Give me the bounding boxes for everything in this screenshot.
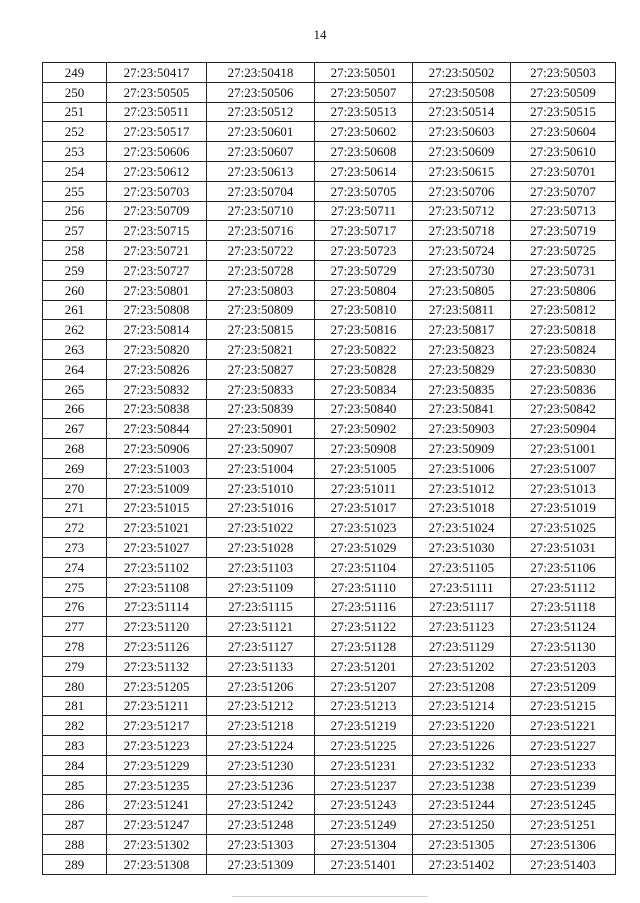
cadastral-number-cell: 27:23:51005 [315,458,413,478]
cadastral-number-cell: 27:23:50809 [207,300,315,320]
cadastral-number-cell: 27:23:51102 [107,557,207,577]
row-number-cell: 282 [43,716,107,736]
cadastral-number-cell: 27:23:50833 [207,379,315,399]
cadastral-number-cell: 27:23:50614 [315,161,413,181]
cadastral-number-cell: 27:23:51106 [511,557,616,577]
table-row [43,221,616,241]
cadastral-number-cell: 27:23:50727 [107,260,207,280]
cadastral-number-cell: 27:23:51006 [413,458,511,478]
cadastral-number-cell: 27:23:51120 [107,617,207,637]
cadastral-number-cell: 27:23:51018 [413,498,511,518]
row-number-cell: 250 [43,82,107,102]
cadastral-number-cell: 27:23:50815 [207,320,315,340]
cadastral-number-cell: 27:23:50707 [511,181,616,201]
row-number-cell: 273 [43,538,107,558]
cadastral-number-cell: 27:23:50706 [413,181,511,201]
cadastral-number-cell: 27:23:51211 [107,696,207,716]
cadastral-number-cell: 27:23:51114 [107,597,207,617]
table-row [43,478,616,498]
table-row [43,656,616,676]
cadastral-number-cell: 27:23:50820 [107,340,207,360]
cadastral-number-cell: 27:23:50712 [413,201,511,221]
cadastral-number-cell: 27:23:50715 [107,221,207,241]
cadastral-number-cell: 27:23:51019 [511,498,616,518]
cadastral-number-cell: 27:23:50829 [413,359,511,379]
cadastral-number-cell: 27:23:50716 [207,221,315,241]
row-number-cell: 287 [43,815,107,835]
cadastral-number-cell: 27:23:51103 [207,557,315,577]
row-number-cell: 268 [43,439,107,459]
row-number-cell: 266 [43,399,107,419]
row-number-cell: 276 [43,597,107,617]
cadastral-number-cell: 27:23:51219 [315,716,413,736]
cadastral-number-cell: 27:23:51203 [511,656,616,676]
cadastral-number-cell: 27:23:51236 [207,775,315,795]
table-row [43,696,616,716]
cadastral-number-cell: 27:23:50816 [315,320,413,340]
cadastral-number-cell: 27:23:50907 [207,439,315,459]
cadastral-number-cell: 27:23:50804 [315,280,413,300]
row-number-cell: 280 [43,676,107,696]
cadastral-number-cell: 27:23:51117 [413,597,511,617]
cadastral-number-cell: 27:23:51305 [413,835,511,855]
cadastral-number-cell: 27:23:50417 [107,63,207,83]
cadastral-number-cell: 27:23:51242 [207,795,315,815]
cadastral-number-cell: 27:23:51212 [207,696,315,716]
cadastral-number-cell: 27:23:51304 [315,835,413,855]
cadastral-number-cell: 27:23:51122 [315,617,413,637]
row-number-cell: 288 [43,835,107,855]
row-number-cell: 264 [43,359,107,379]
row-number-cell: 265 [43,379,107,399]
cadastral-number-cell: 27:23:51248 [207,815,315,835]
cadastral-number-cell: 27:23:50729 [315,260,413,280]
row-number-cell: 249 [43,63,107,83]
cadastral-number-cell: 27:23:50722 [207,241,315,261]
row-number-cell: 258 [43,241,107,261]
cadastral-number-cell: 27:23:50609 [413,142,511,162]
cadastral-number-cell: 27:23:50814 [107,320,207,340]
cadastral-number-cell: 27:23:50817 [413,320,511,340]
table-row [43,835,616,855]
cadastral-number-cell: 27:23:51129 [413,637,511,657]
cadastral-number-cell: 27:23:50502 [413,63,511,83]
table-row [43,201,616,221]
cadastral-number-cell: 27:23:51205 [107,676,207,696]
cadastral-number-cell: 27:23:50832 [107,379,207,399]
row-number-cell: 259 [43,260,107,280]
cadastral-number-cell: 27:23:50505 [107,82,207,102]
table-row [43,498,616,518]
cadastral-number-cell: 27:23:51012 [413,478,511,498]
cadastral-number-cell: 27:23:51209 [511,676,616,696]
cadastral-number-cell: 27:23:51126 [107,637,207,657]
row-number-cell: 283 [43,736,107,756]
cadastral-number-cell: 27:23:51105 [413,557,511,577]
cadastral-number-cell: 27:23:50723 [315,241,413,261]
table-row [43,716,616,736]
cadastral-number-cell: 27:23:50606 [107,142,207,162]
cadastral-number-cell: 27:23:50717 [315,221,413,241]
table-row [43,181,616,201]
cadastral-number-cell: 27:23:51250 [413,815,511,835]
cadastral-number-cell: 27:23:51302 [107,835,207,855]
cadastral-number-cell: 27:23:51251 [511,815,616,835]
cadastral-number-cell: 27:23:50724 [413,241,511,261]
cadastral-number-cell: 27:23:50903 [413,419,511,439]
cadastral-number-cell: 27:23:50710 [207,201,315,221]
cadastral-number-cell: 27:23:50904 [511,419,616,439]
cadastral-number-cell: 27:23:51022 [207,518,315,538]
table-row [43,617,616,637]
row-number-cell: 267 [43,419,107,439]
cadastral-number-cell: 27:23:51123 [413,617,511,637]
row-number-cell: 254 [43,161,107,181]
cadastral-number-cell: 27:23:51214 [413,696,511,716]
row-number-cell: 261 [43,300,107,320]
row-number-cell: 279 [43,656,107,676]
table-row [43,142,616,162]
cadastral-number-cell: 27:23:50806 [511,280,616,300]
cadastral-number-cell: 27:23:51110 [315,577,413,597]
table-row [43,419,616,439]
cadastral-number-cell: 27:23:51013 [511,478,616,498]
cadastral-number-cell: 27:23:51308 [107,854,207,874]
cadastral-number-cell: 27:23:51241 [107,795,207,815]
cadastral-number-cell: 27:23:51229 [107,755,207,775]
cadastral-number-cell: 27:23:50908 [315,439,413,459]
table-row [43,637,616,657]
cadastral-number-cell: 27:23:50507 [315,82,413,102]
cadastral-number-cell: 27:23:51009 [107,478,207,498]
table-row [43,122,616,142]
row-number-cell: 255 [43,181,107,201]
cadastral-number-cell: 27:23:51124 [511,617,616,637]
cadastral-number-cell: 27:23:51118 [511,597,616,617]
cadastral-number-cell: 27:23:51133 [207,656,315,676]
cadastral-number-cell: 27:23:51402 [413,854,511,874]
table-row [43,538,616,558]
cadastral-number-cell: 27:23:51237 [315,775,413,795]
cadastral-number-cell: 27:23:51401 [315,854,413,874]
cadastral-number-cell: 27:23:50835 [413,379,511,399]
row-number-cell: 271 [43,498,107,518]
table-row [43,300,616,320]
cadastral-number-cell: 27:23:51230 [207,755,315,775]
table-row [43,597,616,617]
cadastral-number-cell: 27:23:50827 [207,359,315,379]
row-number-cell: 257 [43,221,107,241]
cadastral-number-cell: 27:23:50608 [315,142,413,162]
cadastral-number-cell: 27:23:50511 [107,102,207,122]
cadastral-number-cell: 27:23:50840 [315,399,413,419]
cadastral-number-cell: 27:23:50728 [207,260,315,280]
row-number-cell: 285 [43,775,107,795]
cadastral-number-cell: 27:23:50812 [511,300,616,320]
cadastral-number-cell: 27:23:51003 [107,458,207,478]
cadastral-number-cell: 27:23:51224 [207,736,315,756]
cadastral-number-cell: 27:23:50701 [511,161,616,181]
cadastral-number-cell: 27:23:51030 [413,538,511,558]
cadastral-number-cell: 27:23:50818 [511,320,616,340]
cadastral-number-cell: 27:23:50713 [511,201,616,221]
cadastral-number-cell: 27:23:51028 [207,538,315,558]
cadastral-number-cell: 27:23:50704 [207,181,315,201]
cadastral-number-cell: 27:23:51220 [413,716,511,736]
table-row [43,518,616,538]
row-number-cell: 263 [43,340,107,360]
cadastral-number-cell: 27:23:50705 [315,181,413,201]
table-row [43,63,616,83]
cadastral-number-cell: 27:23:51231 [315,755,413,775]
cadastral-number-cell: 27:23:50902 [315,419,413,439]
table-row [43,241,616,261]
cadastral-number-cell: 27:23:50503 [511,63,616,83]
cadastral-number-cell: 27:23:51115 [207,597,315,617]
table-row [43,161,616,181]
cadastral-number-cell: 27:23:51309 [207,854,315,874]
cadastral-number-cell: 27:23:50610 [511,142,616,162]
table-body [43,63,616,875]
row-number-cell: 289 [43,854,107,874]
cadastral-number-cell: 27:23:51111 [413,577,511,597]
cadastral-number-cell: 27:23:51225 [315,736,413,756]
cadastral-number-cell: 27:23:50841 [413,399,511,419]
cadastral-number-cell: 27:23:51243 [315,795,413,815]
row-number-cell: 278 [43,637,107,657]
table-row [43,775,616,795]
cadastral-number-cell: 27:23:50517 [107,122,207,142]
cadastral-number-cell: 27:23:51011 [315,478,413,498]
table-row [43,795,616,815]
cadastral-number-cell: 27:23:51024 [413,518,511,538]
cadastral-number-cell: 27:23:51303 [207,835,315,855]
row-number-cell: 260 [43,280,107,300]
cadastral-number-cell: 27:23:51244 [413,795,511,815]
cadastral-number-cell: 27:23:50719 [511,221,616,241]
cadastral-number-cell: 27:23:51112 [511,577,616,597]
cadastral-number-cell: 27:23:51238 [413,775,511,795]
cadastral-number-cell: 27:23:50909 [413,439,511,459]
table-row [43,340,616,360]
cadastral-number-cell: 27:23:51215 [511,696,616,716]
cadastral-number-cell: 27:23:51249 [315,815,413,835]
cadastral-number-cell: 27:23:51227 [511,736,616,756]
cadastral-number-cell: 27:23:51017 [315,498,413,518]
cadastral-number-cell: 27:23:50709 [107,201,207,221]
row-number-cell: 275 [43,577,107,597]
cadastral-number-cell: 27:23:51232 [413,755,511,775]
table-row [43,458,616,478]
cadastral-number-cell: 27:23:50501 [315,63,413,83]
cadastral-number-cell: 27:23:50602 [315,122,413,142]
cadastral-number-cell: 27:23:50725 [511,241,616,261]
cadastral-number-cell: 27:23:51208 [413,676,511,696]
cadastral-number-cell: 27:23:51221 [511,716,616,736]
cadastral-number-cell: 27:23:50607 [207,142,315,162]
cadastral-number-cell: 27:23:51132 [107,656,207,676]
cadastral-number-cell: 27:23:50731 [511,260,616,280]
table-row [43,676,616,696]
table-row [43,399,616,419]
row-number-cell: 253 [43,142,107,162]
row-number-cell: 281 [43,696,107,716]
table-row [43,102,616,122]
cadastral-number-cell: 27:23:51239 [511,775,616,795]
table-row [43,854,616,874]
cadastral-number-cell: 27:23:50822 [315,340,413,360]
cadastral-number-cell: 27:23:51213 [315,696,413,716]
row-number-cell: 269 [43,458,107,478]
cadastral-number-cell: 27:23:51016 [207,498,315,518]
scan-artifact-line [232,896,428,897]
cadastral-number-cell: 27:23:51108 [107,577,207,597]
cadastral-number-cell: 27:23:50901 [207,419,315,439]
cadastral-number-cell: 27:23:51127 [207,637,315,657]
table-row [43,557,616,577]
cadastral-number-cell: 27:23:50801 [107,280,207,300]
cadastral-number-cell: 27:23:51001 [511,439,616,459]
cadastral-numbers-table [42,62,616,875]
row-number-cell: 284 [43,755,107,775]
cadastral-number-cell: 27:23:51007 [511,458,616,478]
table-row [43,320,616,340]
row-number-cell: 262 [43,320,107,340]
cadastral-number-cell: 27:23:50718 [413,221,511,241]
cadastral-number-cell: 27:23:51247 [107,815,207,835]
cadastral-number-cell: 27:23:51025 [511,518,616,538]
cadastral-number-cell: 27:23:50834 [315,379,413,399]
cadastral-number-cell: 27:23:51104 [315,557,413,577]
cadastral-number-cell: 27:23:51027 [107,538,207,558]
cadastral-number-cell: 27:23:51306 [511,835,616,855]
cadastral-number-cell: 27:23:50615 [413,161,511,181]
cadastral-number-cell: 27:23:51109 [207,577,315,597]
cadastral-number-cell: 27:23:51206 [207,676,315,696]
cadastral-number-cell: 27:23:50418 [207,63,315,83]
row-number-cell: 252 [43,122,107,142]
cadastral-number-cell: 27:23:50613 [207,161,315,181]
cadastral-number-cell: 27:23:50842 [511,399,616,419]
cadastral-number-cell: 27:23:50808 [107,300,207,320]
cadastral-number-cell: 27:23:50512 [207,102,315,122]
page-number: 14 [313,27,327,42]
cadastral-number-cell: 27:23:51029 [315,538,413,558]
cadastral-number-cell: 27:23:51217 [107,716,207,736]
cadastral-number-cell: 27:23:50811 [413,300,511,320]
table-row [43,577,616,597]
row-number-cell: 256 [43,201,107,221]
cadastral-number-cell: 27:23:50515 [511,102,616,122]
cadastral-number-cell: 27:23:51202 [413,656,511,676]
table-row [43,815,616,835]
row-number-cell: 251 [43,102,107,122]
cadastral-number-cell: 27:23:50612 [107,161,207,181]
cadastral-number-cell: 27:23:51403 [511,854,616,874]
cadastral-number-cell: 27:23:50514 [413,102,511,122]
cadastral-number-cell: 27:23:51235 [107,775,207,795]
row-number-cell: 274 [43,557,107,577]
cadastral-number-cell: 27:23:51031 [511,538,616,558]
cadastral-number-cell: 27:23:51207 [315,676,413,696]
cadastral-number-cell: 27:23:50836 [511,379,616,399]
cadastral-number-cell: 27:23:50828 [315,359,413,379]
cadastral-number-cell: 27:23:50513 [315,102,413,122]
row-number-cell: 277 [43,617,107,637]
cadastral-number-cell: 27:23:50803 [207,280,315,300]
cadastral-number-cell: 27:23:51116 [315,597,413,617]
table-row [43,439,616,459]
cadastral-number-cell: 27:23:50603 [413,122,511,142]
cadastral-number-cell: 27:23:51130 [511,637,616,657]
cadastral-number-cell: 27:23:50821 [207,340,315,360]
cadastral-number-cell: 27:23:51218 [207,716,315,736]
cadastral-number-cell: 27:23:51128 [315,637,413,657]
cadastral-number-cell: 27:23:50509 [511,82,616,102]
cadastral-number-cell: 27:23:50508 [413,82,511,102]
cadastral-number-cell: 27:23:50824 [511,340,616,360]
cadastral-number-cell: 27:23:50703 [107,181,207,201]
cadastral-number-cell: 27:23:50721 [107,241,207,261]
cadastral-number-cell: 27:23:51201 [315,656,413,676]
cadastral-number-cell: 27:23:50730 [413,260,511,280]
cadastral-number-cell: 27:23:51223 [107,736,207,756]
cadastral-number-cell: 27:23:51245 [511,795,616,815]
table-row [43,82,616,102]
cadastral-number-cell: 27:23:50711 [315,201,413,221]
table-row [43,260,616,280]
table-row [43,755,616,775]
cadastral-number-cell: 27:23:50506 [207,82,315,102]
cadastral-number-cell: 27:23:50839 [207,399,315,419]
row-number-cell: 270 [43,478,107,498]
cadastral-number-cell: 27:23:50805 [413,280,511,300]
cadastral-number-cell: 27:23:51023 [315,518,413,538]
cadastral-number-cell: 27:23:51015 [107,498,207,518]
cadastral-number-cell: 27:23:51021 [107,518,207,538]
table-row [43,736,616,756]
cadastral-number-cell: 27:23:51121 [207,617,315,637]
cadastral-number-cell: 27:23:50604 [511,122,616,142]
cadastral-number-cell: 27:23:50830 [511,359,616,379]
cadastral-number-cell: 27:23:51010 [207,478,315,498]
cadastral-number-cell: 27:23:51233 [511,755,616,775]
cadastral-number-cell: 27:23:50823 [413,340,511,360]
cadastral-number-cell: 27:23:51004 [207,458,315,478]
table-row [43,379,616,399]
table-row [43,280,616,300]
cadastral-number-cell: 27:23:50906 [107,439,207,459]
cadastral-number-cell: 27:23:50826 [107,359,207,379]
cadastral-number-cell: 27:23:50844 [107,419,207,439]
row-number-cell: 286 [43,795,107,815]
cadastral-number-cell: 27:23:50601 [207,122,315,142]
row-number-cell: 272 [43,518,107,538]
cadastral-number-cell: 27:23:50838 [107,399,207,419]
cadastral-number-cell: 27:23:51226 [413,736,511,756]
cadastral-number-cell: 27:23:50810 [315,300,413,320]
table-row [43,359,616,379]
